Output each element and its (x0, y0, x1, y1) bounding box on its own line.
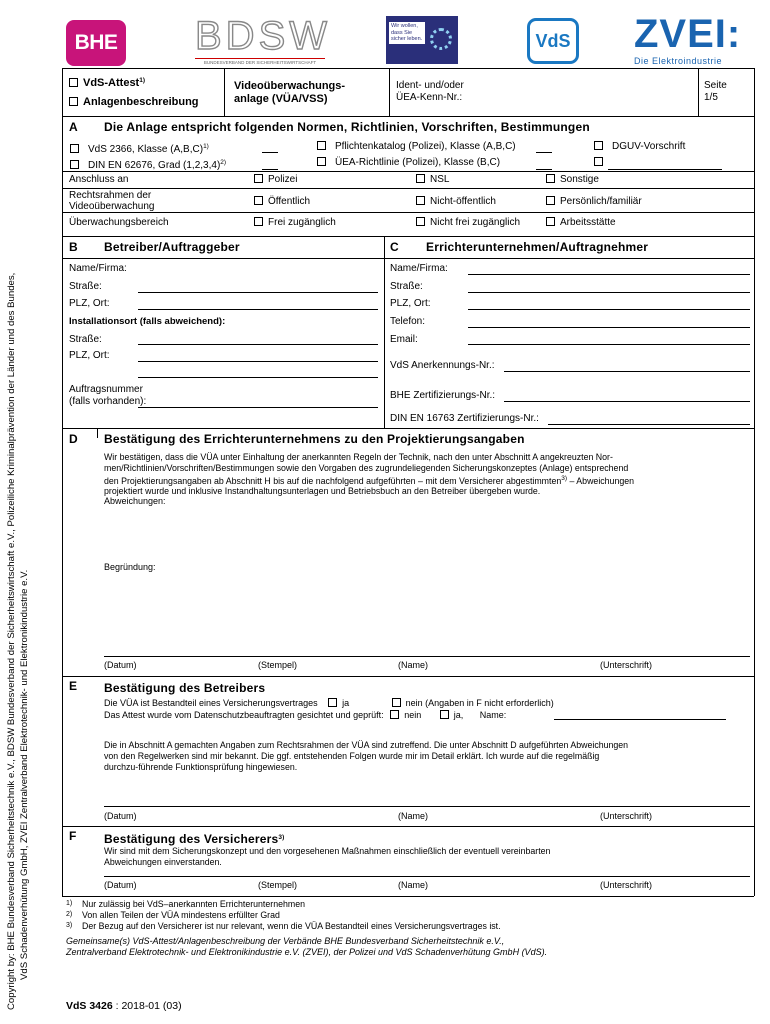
oeffentlich-label: Öffentlich (268, 196, 311, 207)
uea-box[interactable] (317, 157, 326, 166)
c-plz-label: PLZ, Ort: (390, 298, 431, 309)
nicht-frei-label: Nicht frei zugänglich (430, 217, 521, 228)
din62676-note: 2) (220, 159, 227, 166)
e-ds-nein-label: nein (404, 710, 422, 720)
auftragsnummer-label (69, 384, 146, 408)
polizei-logo-text: Wir wollen, dass Sie sicher leben. (389, 22, 425, 44)
f-unterschrift-label: (Unterschrift) (600, 880, 653, 890)
nicht-frei-box[interactable] (416, 217, 425, 226)
e-unterschrift-label: (Unterschrift) (600, 811, 653, 821)
page-number-label: Seite (704, 80, 727, 91)
form-title (234, 80, 345, 106)
bdsw-logo-sub: BUNDESVERBAND DER SICHERHEITSWIRTSCHAFT (195, 58, 325, 65)
persoenlich-label: Persönlich/familiär (560, 196, 642, 207)
pflichtenkatalog-checkbox[interactable] (317, 141, 516, 153)
section-e-title: Bestätigung des Betreibers (104, 681, 266, 695)
rechtsrahmen-line-1: Rechtsrahmen der (69, 190, 152, 201)
zvei-logo-text: ZVEI: (634, 12, 742, 56)
vds2366-class-field[interactable] (262, 152, 278, 153)
bdsw-logo (195, 14, 331, 66)
footnote-3 (66, 921, 501, 932)
vds-attest-note: 1) (139, 77, 146, 84)
sonstige-checkbox[interactable] (546, 174, 599, 186)
vds2366-label: VdS 2366, Klasse (A,B,C) (88, 144, 204, 155)
e-ds-ja-label: ja, (453, 710, 464, 720)
section-d-text-4: projektiert wurde und inklusive Instandhaltungsunterlagen und Betriebsbuch an den Betreiber übergeben wurde. (104, 486, 541, 497)
e-line-1 (104, 698, 554, 709)
zvei-logo (634, 12, 754, 68)
anlagenbeschreibung-box[interactable] (69, 97, 78, 106)
b-strasse-label: Straße: (69, 281, 102, 292)
document-id (66, 1000, 182, 1012)
c-din-nr-label: DIN EN 16763 Zertifizierungs-Nr.: (390, 413, 539, 424)
b-plz2-field[interactable] (138, 361, 378, 362)
c-email-label: Email: (390, 334, 418, 345)
copyright-line-2: VdS Schadenverhütung GmbH, ZVEI Zentralverband Elektrotechnik- und Elektronikindustrie e.V. (18, 569, 30, 980)
nsl-checkbox[interactable] (416, 174, 449, 186)
vds-attest-box[interactable] (69, 78, 78, 87)
section-f-title: Bestätigung des Versicherers (104, 832, 279, 846)
e-ds-name-field[interactable] (554, 719, 726, 720)
section-e-text (104, 740, 750, 772)
sonstige-box[interactable] (546, 174, 555, 183)
document-id-rest: : 2018-01 (03) (112, 1000, 182, 1012)
anlagenbeschreibung-label: Anlagenbeschreibung (83, 96, 199, 108)
b-plz2-label: PLZ, Ort: (69, 350, 110, 361)
pflichtenkatalog-box[interactable] (317, 141, 326, 150)
zvei-logo-sub: Die Elektroindustrie (634, 56, 723, 66)
footnote-3-text: Der Bezug auf den Versicherer ist nur relevant, wenn die VÜA Bestandteil eines Versicherungsvertrages ist. (82, 920, 501, 931)
b-plz-field[interactable] (138, 309, 378, 310)
copyright-line-1: Copyright by: BHE Bundesverband Sicherheitstechnik e.V., BDSW Bundesverband der Sicherheitswirtschaft e.V., Polizeiliche Kriminalprävention der Länder und des Bundes, (6, 272, 17, 1010)
auftragsnummer-field[interactable] (138, 407, 378, 408)
auftragsnummer-line-2: (falls vorhanden): (69, 396, 147, 407)
e-ds-ja-box[interactable] (440, 710, 449, 719)
nsl-label: NSL (430, 174, 450, 185)
footnote-1 (66, 899, 501, 910)
c-telefon-field[interactable] (468, 327, 750, 328)
section-e-letter: E (69, 679, 78, 693)
section-f-text-2: Abweichungen einverstanden. (104, 856, 222, 867)
polizei-box[interactable] (254, 174, 263, 183)
sun-icon (430, 28, 452, 50)
e-nein-box[interactable] (392, 698, 401, 707)
section-f-text (104, 846, 550, 868)
section-d-letter: D (69, 432, 78, 446)
polizei-logo (386, 16, 458, 64)
e-line-2 (104, 710, 506, 721)
frei-checkbox[interactable] (254, 217, 336, 229)
joint-statement-2: Zentralverband Elektrotechnik- und Elektronikindustrie e.V. (ZVEI), der Polizei und VdS Schadenverhütung GmbH (VdS). (66, 947, 548, 957)
b-strasse2-field[interactable] (138, 344, 378, 345)
section-a-letter: A (69, 120, 78, 134)
c-strasse-field[interactable] (468, 292, 750, 293)
dguv-box[interactable] (594, 141, 603, 150)
b-plz-label: PLZ, Ort: (69, 298, 110, 309)
other-norm-checkbox[interactable] (594, 157, 608, 169)
f-stempel-label: (Stempel) (258, 880, 298, 890)
e-ja-label: ja (342, 698, 350, 708)
b-plz2-extra-field[interactable] (138, 377, 378, 378)
other-norm-field[interactable] (608, 169, 722, 170)
footnote-2-text: Von allen Teilen der VÜA mindestens erfüllter Grad (82, 909, 280, 920)
c-bhe-nr-field[interactable] (504, 401, 750, 402)
section-d-text-3 (104, 474, 750, 487)
anlagenbeschreibung-checkbox[interactable] (69, 96, 199, 109)
frei-label: Frei zugänglich (268, 217, 336, 228)
arbeitsstaette-label: Arbeitsstätte (560, 217, 616, 228)
c-strasse-label: Straße: (390, 281, 423, 292)
uea-class-field[interactable] (536, 169, 552, 170)
footnote-1-text: Nur zulässig bei VdS–anerkannten Errichterunternehmen (82, 899, 305, 909)
e-ja-checkbox[interactable] (328, 698, 349, 708)
d-stempel-label: (Stempel) (258, 660, 298, 670)
nicht-oeffentlich-checkbox[interactable] (416, 196, 496, 208)
section-d-text-1: Wir bestätigen, dass die VÜA unter Einhaltung der anerkannten Regeln der Technik, nach den unter Abschnitt A angekreuzten Nor- (104, 452, 613, 462)
rechtsrahmen-label (69, 190, 154, 212)
other-norm-box[interactable] (594, 157, 603, 166)
f-datum-label: (Datum) (104, 880, 137, 890)
e-ds-nein-checkbox[interactable] (390, 710, 421, 720)
page-number (704, 80, 727, 104)
copyright-sidebar (6, 130, 31, 1010)
e-nein-checkbox[interactable] (392, 698, 554, 708)
abweichungen-label: Abweichungen: (104, 496, 166, 506)
document-id-bold: VdS 3426 (66, 1000, 113, 1012)
b-name-label: Name/Firma: (69, 263, 127, 274)
polizei-checkbox[interactable] (254, 174, 297, 186)
c-name-field[interactable] (468, 274, 750, 275)
nicht-oeffentlich-label: Nicht-öffentlich (430, 196, 496, 207)
e-datenschutz-text: Das Attest wurde vom Datenschutzbeauftragten gesichtet und geprüft: (104, 710, 384, 720)
c-vds-nr-label: VdS Anerkennungs-Nr.: (390, 360, 495, 371)
vds2366-box[interactable] (70, 144, 79, 153)
din62676-checkbox[interactable] (70, 157, 226, 172)
e-name-label: (Name) (398, 811, 429, 821)
section-d-text-3b: – Abweichungen (567, 475, 635, 486)
footnote-3-mark: 3) (66, 921, 73, 929)
section-b-title: Betreiber/Auftraggeber (104, 240, 240, 254)
d-name-label: (Name) (398, 660, 429, 670)
ident-label-line-1: Ident- und/oder (396, 80, 464, 91)
section-e-text-3: durchzu-führende Funktionsprüfung hingewiesen. (104, 761, 298, 772)
c-vds-nr-field[interactable] (504, 371, 750, 372)
bdsw-logo-text: BDSW (195, 14, 331, 58)
e-ds-nein-box[interactable] (390, 710, 399, 719)
arbeitsstaette-box[interactable] (546, 217, 555, 226)
e-nein-label: nein (Angaben in F nicht erforderlich) (405, 698, 554, 708)
footnote-2 (66, 910, 501, 921)
f-name-label: (Name) (398, 880, 429, 890)
ueberwachungsbereich-label: Überwachungsbereich (69, 217, 169, 228)
vds2366-note: 1) (203, 143, 209, 150)
arbeitsstaette-checkbox[interactable] (546, 217, 616, 229)
joint-statement (66, 936, 547, 958)
vds-logo: VdS (527, 18, 579, 64)
form-title-line-2: anlage (VÜA/VSS) (234, 93, 328, 105)
vds-attest-label: VdS-Attest (83, 77, 140, 89)
frei-box[interactable] (254, 217, 263, 226)
uea-label: ÜEA-Richtlinie (Polizei), Klasse (B,C) (335, 157, 501, 168)
rechtsrahmen-line-2: Videoüberwachung (69, 201, 155, 212)
vds-attest-checkbox[interactable] (69, 74, 145, 90)
joint-statement-1: Gemeinsame(s) VdS-Attest/Anlagenbeschreibung der Verbände BHE Bundesverband Sicherheitstechnik e.V., (66, 936, 505, 946)
nicht-oeffentlich-box[interactable] (416, 196, 425, 205)
din62676-label: DIN EN 62676, Grad (1,2,3,4) (88, 160, 221, 171)
section-f-letter: F (69, 829, 77, 843)
e-datum-label: (Datum) (104, 811, 137, 821)
section-f-text-1: Wir sind mit dem Sicherungskonzept und den vorgesehenen Maßnahmen einschließlich der eventuell vereinbarten (104, 846, 551, 856)
c-din-nr-field[interactable] (548, 424, 750, 425)
c-email-field[interactable] (468, 344, 750, 345)
section-e-text-2: von den Regelwerken sind mir bekannt. Die ggf. entstehenden Folgen wurde mir im Detail erklärt. Ich wurde auf die regelmäßig (104, 750, 600, 761)
vds2366-checkbox[interactable] (70, 141, 209, 156)
c-telefon-label: Telefon: (390, 316, 426, 327)
dguv-label: DGUV-Vorschrift (612, 141, 686, 152)
c-bhe-nr-label: BHE Zertifizierungs-Nr.: (390, 390, 496, 401)
footnote-2-mark: 2) (66, 910, 73, 918)
form-title-line-1: Videoüberwachungs- (234, 80, 346, 92)
persoenlich-checkbox[interactable] (546, 196, 642, 208)
din62676-box[interactable] (70, 160, 79, 169)
d-datum-label: (Datum) (104, 660, 137, 670)
pflichtenkatalog-label: Pflichtenkatalog (Polizei), Klasse (A,B,C) (335, 141, 516, 152)
section-f-title-note: 3) (278, 834, 285, 841)
page-number-value: 1/5 (704, 92, 718, 103)
section-d-text-3a: den Projektierungsangaben ab Abschnitt H bis auf die nachfolgend aufgeführten – mit dem Versicherer abgestimmten (104, 475, 562, 486)
ident-label (396, 80, 464, 104)
footnote-1-mark: 1) (66, 900, 73, 907)
oeffentlich-checkbox[interactable] (254, 196, 310, 208)
ident-label-line-2: ÜEA-Kenn-Nr.: (396, 92, 463, 103)
footnotes (66, 899, 501, 931)
auftragsnummer-line-1: Auftragsnummer (69, 384, 143, 395)
bhe-logo: BHE (66, 20, 126, 66)
installationsort-label: Installationsort (falls abweichend): (69, 316, 226, 327)
nicht-frei-checkbox[interactable] (416, 217, 520, 229)
section-b-letter: B (69, 240, 78, 254)
polizei-label: Polizei (268, 174, 298, 185)
section-c-title: Errichterunternehmen/Auftragnehmer (426, 240, 649, 254)
section-f-title-wrap (104, 832, 285, 846)
din62676-grade-field[interactable] (262, 169, 278, 170)
d-unterschrift-label: (Unterschrift) (600, 660, 653, 670)
e-versicherung-text: Die VÜA ist Bestandteil eines Versicherungsvertrages (104, 698, 318, 708)
c-name-label: Name/Firma: (390, 263, 448, 274)
b-strasse2-label: Straße: (69, 334, 102, 345)
section-d-text-3-note: 3) (561, 474, 568, 482)
e-ds-name-label: Name: (479, 710, 507, 720)
c-plz-field[interactable] (468, 309, 750, 310)
oeffentlich-box[interactable] (254, 196, 263, 205)
begruendung-label: Begründung: (104, 562, 156, 572)
uea-checkbox[interactable] (317, 157, 500, 169)
sonstige-label: Sonstige (560, 174, 599, 185)
section-d-title: Bestätigung des Errichterunternehmens zu den Projektierungsangaben (104, 432, 525, 446)
dguv-checkbox[interactable] (594, 141, 685, 153)
anschluss-label: Anschluss an (69, 174, 129, 185)
e-ds-ja-checkbox[interactable] (440, 710, 464, 720)
section-c-letter: C (390, 240, 399, 254)
section-d-text-2: men/Richtlinien/Vorschriften/Bestimmungen sowie den Vorgaben des zugrundeliegenden Sicherungskonzeptes (Anlage) entsprechend (104, 462, 629, 473)
nsl-box[interactable] (416, 174, 425, 183)
section-a-title: Die Anlage entspricht folgenden Normen, Richtlinien, Vorschriften, Bestimmungen (104, 120, 590, 134)
e-ja-box[interactable] (328, 698, 337, 707)
section-d-text (104, 452, 750, 497)
persoenlich-box[interactable] (546, 196, 555, 205)
pflichtenkatalog-class-field[interactable] (536, 152, 552, 153)
section-e-text-1: Die in Abschnitt A gemachten Angaben zum Rechtsrahmen der VÜA sind zutreffend. Die unter Abschnitt D aufgeführten Abweichungen (104, 740, 629, 750)
b-strasse-field[interactable] (138, 292, 378, 293)
